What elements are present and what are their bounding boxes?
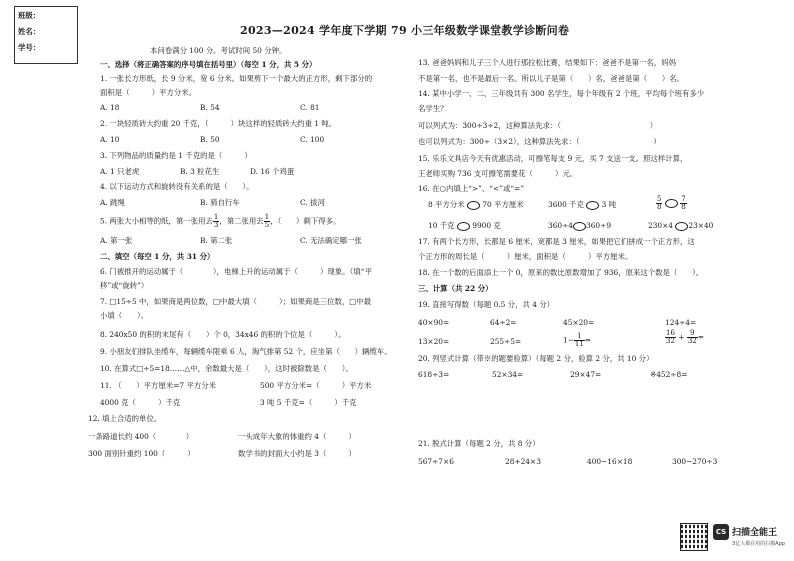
q1-option-c: C. 81 [300, 103, 320, 112]
class-label: 班级： [18, 11, 41, 20]
calc-7: 1− $\frac{1}{11}$ = [563, 332, 592, 348]
q21-text: 21. 脱式计算（每题 2 分，共 8 分） [418, 439, 540, 448]
fraction-seven-eighths: $\frac{7}{8}$ [681, 195, 686, 211]
q15-text-2: 王老师买购 736 支可擦笔需要花（ ）元。 [418, 169, 578, 178]
q11-part-d: 3 吨 5 千克=（ ）千克 [260, 398, 357, 407]
q2-text: 2. 一块轻质砖大约重 20 千克，（ ）块这样的轻质砖大约重 1 吨。 [100, 119, 337, 128]
q15-text: 15. 乐乐文具店今天有优惠活动，可擦笔每支 9 元，买 7 支送一支。照这样计算， [418, 154, 688, 163]
q12-part-c: 300 面别针重约 100（ ） [88, 449, 195, 458]
vertical-calc-1: 618÷3= [418, 370, 450, 379]
q12-text: 12. 填上合适的单位。 [88, 414, 162, 423]
name-label: 姓名： [18, 27, 41, 36]
q9-text: 9. 小朋友们排队坐缆车，每辆缆车限乘 6 人，淘气排第 52 个，应坐第（ ）辆缆车。 [100, 347, 392, 356]
q14-text: 14. 某中小学一、二、三年级共有 300 名学生，每个年级有 2 个班，平均每个班有多少 [418, 89, 705, 98]
q11-part-b: 500 平方分米=（ ）平方米 [260, 381, 372, 390]
q13-text: 13. 爸爸妈妈和儿子三个人进行那拉松比赛，结果如下：爸爸不是第一名，妈妈 [418, 58, 676, 67]
q3-text: 3. 下列物品的质量约是 1 千克的是（ ） [100, 151, 252, 160]
q1-text-2: 面积是（ ）平方分米。 [100, 88, 197, 97]
q1-option-b: B. 54 [200, 103, 220, 112]
compare-circle [467, 201, 480, 210]
q14-method-1: 可以列式为：300÷3÷2，这种算法先求：（ ） [418, 121, 658, 130]
q16-compare-3 [656, 196, 687, 211]
step-calc-4: 300−270÷3 [672, 457, 718, 466]
exam-note: 本问卷满分 100 分。考试时间 50 分钟。 [150, 46, 287, 55]
camscanner-logo-icon: CS [713, 524, 729, 540]
q11-part-a: 11. （ ）平方厘米=7 平方分米 [100, 381, 217, 390]
q5-option-a: A. 第一张 [100, 236, 133, 245]
section-1-title: 一、选择（将正确答案的序号填在括号里）（每空 1 分，共 5 分） [100, 60, 317, 69]
fraction-one-fifth: $\frac{1}{5}$ [264, 213, 270, 229]
q2-option-b: B. 50 [200, 135, 220, 144]
vertical-calc-3: 29×47= [570, 370, 602, 379]
q12-part-d: 数学书的封面大小约是 3（ ） [238, 449, 356, 458]
q16-compare-4: 10 千克 9900 克 [428, 221, 501, 230]
q7-text: 7. □15÷5 中，如果商是两位数，□中最大填（ ）；如果商是三位数，□中最 [100, 297, 372, 306]
q17-text: 17. 有两个长方形，长都是 6 厘米，宽都是 3 厘米，如果把它们拼成一个正方形，这 [418, 237, 695, 246]
q3-option-b: B. 3 粒花生 [180, 167, 220, 176]
q20-text: 20. 列竖式计算（带※的题要验算）（每题 2 分，验算 2 分，共 10 分） [418, 354, 654, 363]
q16-compare-5: 360÷4 360÷9 [548, 221, 612, 230]
q12-part-a: 一条路道长约 400（ ） [88, 432, 194, 441]
q5-text: 5. 两张大小相等的纸，第一张用去 $\frac{1}{3}$ ，第二张用去 $\frac{1}{5}$ ，（ ）剩下得多。 [100, 213, 341, 229]
q16-compare-1: 8 平方分米 70 平方厘米 [428, 200, 524, 209]
q2-option-a: A. 10 [100, 135, 120, 144]
exam-title: 2023—2024 学年度下学期 79 小三年级数学课堂教学诊断问卷 [240, 24, 570, 37]
q16-text: 16. 在○内填上“>”、“<”或“=” [418, 184, 525, 193]
vertical-calc-2: 52×34= [492, 370, 524, 379]
calc-1: 40×90= [418, 318, 450, 327]
scanner-brand-sub: 3亿人都在用的扫描App [732, 541, 785, 547]
calc-8: $\frac{16}{32}$ + $\frac{9}{32}$ = [666, 329, 704, 345]
q7-text-2: 小填（ ）。 [100, 311, 149, 320]
q13-text-2: 不是第一名，也不是最后一名。所以儿子是第（ ）名，爸爸是第（ ）名。 [418, 74, 685, 83]
q11-part-c: 4000 克（ ）千克 [100, 398, 181, 407]
q4-text: 4. 以下运动方式和旋转没有关系的是（ ）。 [100, 182, 254, 191]
q10-text: 10. 在算式□÷5=18……△中，余数最大是（ ），这时被除数是（ ）。 [100, 364, 353, 373]
q19-text: 19. 直接写得数（每题 0.5 分，共 4 分） [418, 300, 555, 309]
compare-circle [675, 222, 688, 231]
vertical-calc-4: ※452÷8= [650, 370, 688, 379]
student-id-label: 学号： [18, 43, 41, 52]
calc-2: 64÷2= [490, 318, 517, 327]
q3-option-a: A. 1 只老虎 [100, 167, 140, 176]
step-calc-2: 28+24×3 [505, 457, 541, 466]
compare-circle [586, 201, 599, 210]
fraction-one-third: $\frac{1}{3}$ [213, 213, 219, 229]
q4-option-c: C. 拔河 [300, 198, 325, 207]
q16-compare-6: 230×4 23×40 [648, 221, 714, 230]
fraction-nine-32nds: $\frac{9}{32}$ [687, 329, 697, 345]
calc-5: 13×20= [418, 337, 450, 346]
q17-text-2: 个正方形的周长是（ ）厘米，面积是（ ）平方厘米。 [418, 252, 633, 261]
q18-text: 18. 在一个数的后面添上一个 0，原来的数比原数增加了 936，原来这个数是（ ）。 [418, 268, 704, 277]
step-calc-1: 567÷7×6 [418, 457, 454, 466]
q16-compare-2: 3600 千克 3 吨 [548, 200, 617, 209]
q12-part-b: 一头成年大象的体重约 4（ ） [238, 432, 356, 441]
section-3-title: 三、计算（共 22 分） [418, 284, 493, 293]
q8-text: 8. 240x50 的积的末尾有（ ）个 0，34x46 的积的个位是（ ）。 [100, 330, 346, 339]
q6-text: 6. 门被推开的运动属于（ ），电梯上升的运动属于（ ）现象。（填“平 [100, 267, 372, 276]
q1-text: 1. 一张长方形纸，长 9 分米，宽 6 分米。如果剪下一个最大的正方形，剩下部分的 [100, 74, 373, 83]
calc-4: 124÷4= [665, 318, 697, 327]
q6-text-2: 移”或“旋转”） [100, 281, 149, 290]
step-calc-3: 400−16×18 [587, 457, 633, 466]
q5-option-c: C. 无法确定哪一张 [300, 236, 362, 245]
calc-6: 255÷5= [490, 337, 522, 346]
calc-3: 45×20= [563, 318, 595, 327]
q1-option-a: A. 18 [100, 103, 120, 112]
q14-text-2: 名学生？ [418, 104, 448, 113]
q4-option-b: B. 骑自行车 [200, 198, 240, 207]
q14-method-2: 也可以列式为：300÷（3×2），这种算法先求：（ ） [418, 137, 661, 146]
compare-circle [573, 222, 586, 231]
compare-circle [665, 199, 678, 208]
q2-option-c: C. 100 [300, 135, 325, 144]
q5-option-b: B. 第二张 [200, 236, 233, 245]
scanner-brand: 扫描全能王 [732, 528, 778, 538]
q3-option-c: D. 16 个鸡蛋 [250, 167, 295, 176]
compare-circle [457, 222, 470, 231]
section-2-title: 二、填空（每空 1 分，共 31 分） [100, 252, 215, 261]
qr-code-icon [681, 524, 707, 550]
fraction-sixteen-32nds: $\frac{16}{32}$ [666, 329, 675, 345]
fraction-five-eighths: $\frac{5}{8}$ [657, 195, 662, 211]
q4-option-a: A. 跳绳 [100, 198, 125, 207]
fraction-one-eleventh: $\frac{1}{11}$ [574, 332, 584, 348]
